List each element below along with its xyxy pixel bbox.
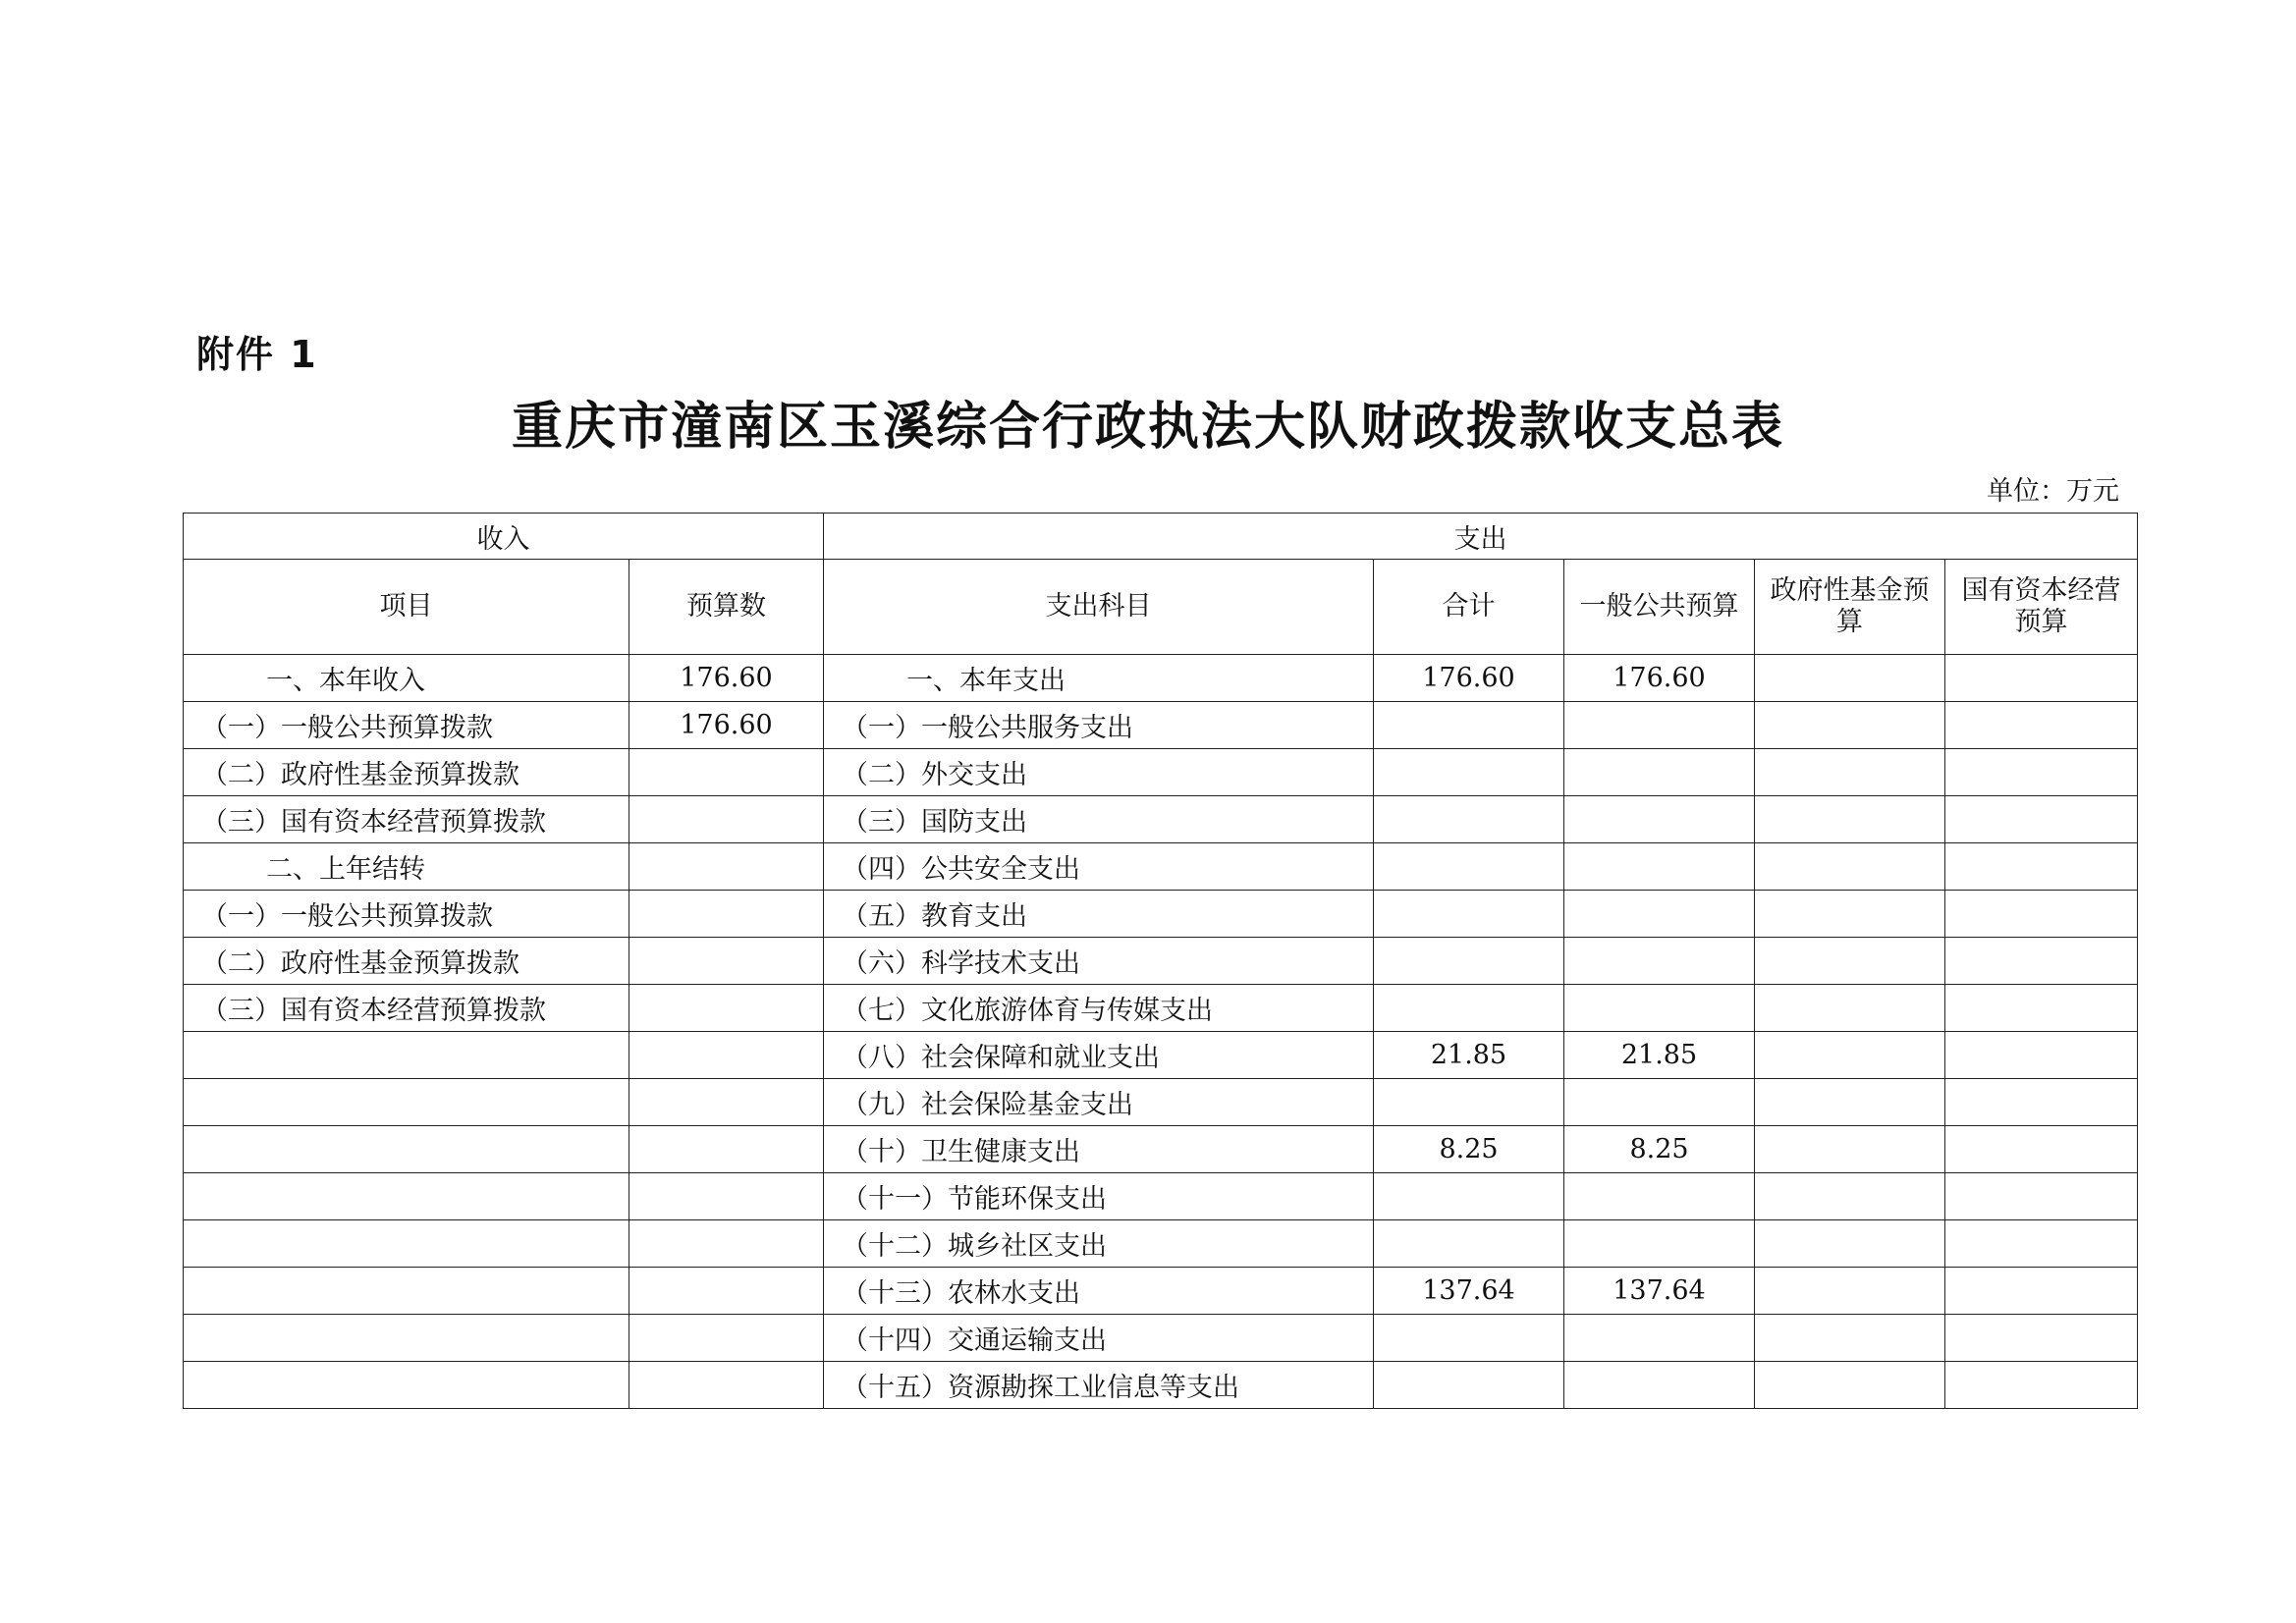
cell-state (1945, 1032, 2138, 1079)
cell-budget (629, 1220, 824, 1268)
cell-total (1374, 938, 1564, 985)
cell-fund (1755, 985, 1945, 1032)
cell-state (1945, 1268, 2138, 1315)
cell-state (1945, 985, 2138, 1032)
table-row (184, 1362, 2138, 1409)
cell-general: 176.60 (1564, 655, 1755, 702)
cell-exp-item: （四）公共安全支出 (824, 843, 1374, 891)
col-header-state: 国有资本经营预算 (1945, 560, 2138, 655)
cell-state (1945, 1079, 2138, 1126)
cell-state (1945, 1126, 2138, 1173)
cell-exp-item: （八）社会保障和就业支出 (824, 1032, 1374, 1079)
income-header: 收入 (184, 514, 824, 560)
cell-state (1945, 1173, 2138, 1220)
table-row (184, 1268, 2138, 1315)
cell-item (184, 1032, 629, 1079)
cell-total (1374, 1079, 1564, 1126)
cell-fund (1755, 702, 1945, 749)
cell-item: （二）政府性基金预算拨款 (184, 749, 629, 796)
cell-total (1374, 796, 1564, 843)
cell-exp-item: （十四）交通运输支出 (824, 1315, 1374, 1362)
cell-total (1374, 1173, 1564, 1220)
cell-fund (1755, 1315, 1945, 1362)
cell-budget (629, 985, 824, 1032)
cell-budget (629, 1315, 824, 1362)
column-header-row (184, 560, 2138, 655)
cell-exp-item: 一、本年支出 (824, 655, 1374, 702)
cell-general: 8.25 (1564, 1126, 1755, 1173)
cell-exp-item: （十）卫生健康支出 (824, 1126, 1374, 1173)
cell-general (1564, 1173, 1755, 1220)
table-row (184, 1173, 2138, 1220)
fiscal-summary-table (183, 513, 2138, 1409)
cell-state (1945, 749, 2138, 796)
cell-total (1374, 1315, 1564, 1362)
cell-fund (1755, 1362, 1945, 1409)
cell-budget (629, 1268, 824, 1315)
cell-exp-item: （五）教育支出 (824, 891, 1374, 938)
cell-state (1945, 702, 2138, 749)
cell-exp-item: （三）国防支出 (824, 796, 1374, 843)
cell-exp-item: （十五）资源勘探工业信息等支出 (824, 1362, 1374, 1409)
cell-general (1564, 891, 1755, 938)
cell-state (1945, 655, 2138, 702)
cell-item: （三）国有资本经营预算拨款 (184, 796, 629, 843)
cell-item (184, 1362, 629, 1409)
table-row (184, 1079, 2138, 1126)
cell-item (184, 1315, 629, 1362)
cell-item: （二）政府性基金预算拨款 (184, 938, 629, 985)
group-header-row (184, 514, 2138, 560)
cell-budget (629, 1079, 824, 1126)
attachment-label: 附件 1 (196, 333, 318, 376)
cell-state (1945, 891, 2138, 938)
cell-general (1564, 1315, 1755, 1362)
col-header-exp-item: 支出科目 (824, 560, 1374, 655)
cell-budget (629, 1032, 824, 1079)
cell-item: 二、上年结转 (184, 843, 629, 891)
cell-budget (629, 891, 824, 938)
cell-state (1945, 843, 2138, 891)
table-row (184, 843, 2138, 891)
cell-general (1564, 1362, 1755, 1409)
cell-item (184, 1268, 629, 1315)
cell-item: （三）国有资本经营预算拨款 (184, 985, 629, 1032)
cell-exp-item: （九）社会保险基金支出 (824, 1079, 1374, 1126)
col-header-total: 合计 (1374, 560, 1564, 655)
cell-state (1945, 796, 2138, 843)
cell-total: 21.85 (1374, 1032, 1564, 1079)
cell-budget (629, 749, 824, 796)
table-row (184, 702, 2138, 749)
cell-total (1374, 702, 1564, 749)
cell-fund (1755, 1126, 1945, 1173)
cell-exp-item: （十三）农林水支出 (824, 1268, 1374, 1315)
cell-budget (629, 1126, 824, 1173)
cell-total (1374, 843, 1564, 891)
cell-budget (629, 1173, 824, 1220)
cell-general (1564, 702, 1755, 749)
cell-fund (1755, 891, 1945, 938)
cell-item (184, 1126, 629, 1173)
cell-general (1564, 843, 1755, 891)
cell-fund (1755, 1173, 1945, 1220)
cell-fund (1755, 1268, 1945, 1315)
cell-budget: 176.60 (629, 702, 824, 749)
col-header-budget: 预算数 (629, 560, 824, 655)
cell-fund (1755, 1220, 1945, 1268)
cell-total (1374, 1362, 1564, 1409)
table-row (184, 1220, 2138, 1268)
cell-general: 137.64 (1564, 1268, 1755, 1315)
cell-item: 一、本年收入 (184, 655, 629, 702)
cell-state (1945, 1220, 2138, 1268)
cell-item (184, 1173, 629, 1220)
cell-exp-item: （二）外交支出 (824, 749, 1374, 796)
cell-exp-item: （十一）节能环保支出 (824, 1173, 1374, 1220)
cell-fund (1755, 655, 1945, 702)
table-row (184, 1315, 2138, 1362)
cell-general (1564, 1220, 1755, 1268)
cell-state (1945, 1362, 2138, 1409)
cell-general (1564, 985, 1755, 1032)
cell-budget (629, 938, 824, 985)
table-row (184, 749, 2138, 796)
table-row (184, 655, 2138, 702)
table-row (184, 796, 2138, 843)
cell-fund (1755, 796, 1945, 843)
cell-fund (1755, 749, 1945, 796)
table-row (184, 938, 2138, 985)
cell-fund (1755, 843, 1945, 891)
table-row (184, 985, 2138, 1032)
cell-total (1374, 1220, 1564, 1268)
cell-total: 176.60 (1374, 655, 1564, 702)
page-title: 重庆市潼南区玉溪综合行政执法大队财政拨款收支总表 (511, 397, 1784, 457)
cell-total: 8.25 (1374, 1126, 1564, 1173)
cell-fund (1755, 938, 1945, 985)
cell-budget (629, 843, 824, 891)
cell-general: 21.85 (1564, 1032, 1755, 1079)
cell-fund (1755, 1032, 1945, 1079)
cell-fund (1755, 1079, 1945, 1126)
cell-item: （一）一般公共预算拨款 (184, 891, 629, 938)
cell-general (1564, 749, 1755, 796)
expenditure-header: 支出 (824, 514, 2138, 560)
col-header-general: 一般公共预算 (1564, 560, 1755, 655)
cell-total: 137.64 (1374, 1268, 1564, 1315)
cell-total (1374, 891, 1564, 938)
table-row (184, 1032, 2138, 1079)
cell-total (1374, 985, 1564, 1032)
cell-exp-item: （十二）城乡社区支出 (824, 1220, 1374, 1268)
cell-exp-item: （六）科学技术支出 (824, 938, 1374, 985)
unit-label: 单位：万元 (1987, 476, 2119, 507)
table-row (184, 1126, 2138, 1173)
cell-item (184, 1079, 629, 1126)
cell-general (1564, 1079, 1755, 1126)
cell-budget: 176.60 (629, 655, 824, 702)
cell-state (1945, 1315, 2138, 1362)
col-header-fund: 政府性基金预算 (1755, 560, 1945, 655)
table-row (184, 891, 2138, 938)
cell-state (1945, 938, 2138, 985)
cell-general (1564, 796, 1755, 843)
cell-exp-item: （一）一般公共服务支出 (824, 702, 1374, 749)
cell-general (1564, 938, 1755, 985)
cell-total (1374, 749, 1564, 796)
cell-budget (629, 1362, 824, 1409)
cell-item: （一）一般公共预算拨款 (184, 702, 629, 749)
col-header-item: 项目 (184, 560, 629, 655)
cell-item (184, 1220, 629, 1268)
cell-exp-item: （七）文化旅游体育与传媒支出 (824, 985, 1374, 1032)
cell-budget (629, 796, 824, 843)
